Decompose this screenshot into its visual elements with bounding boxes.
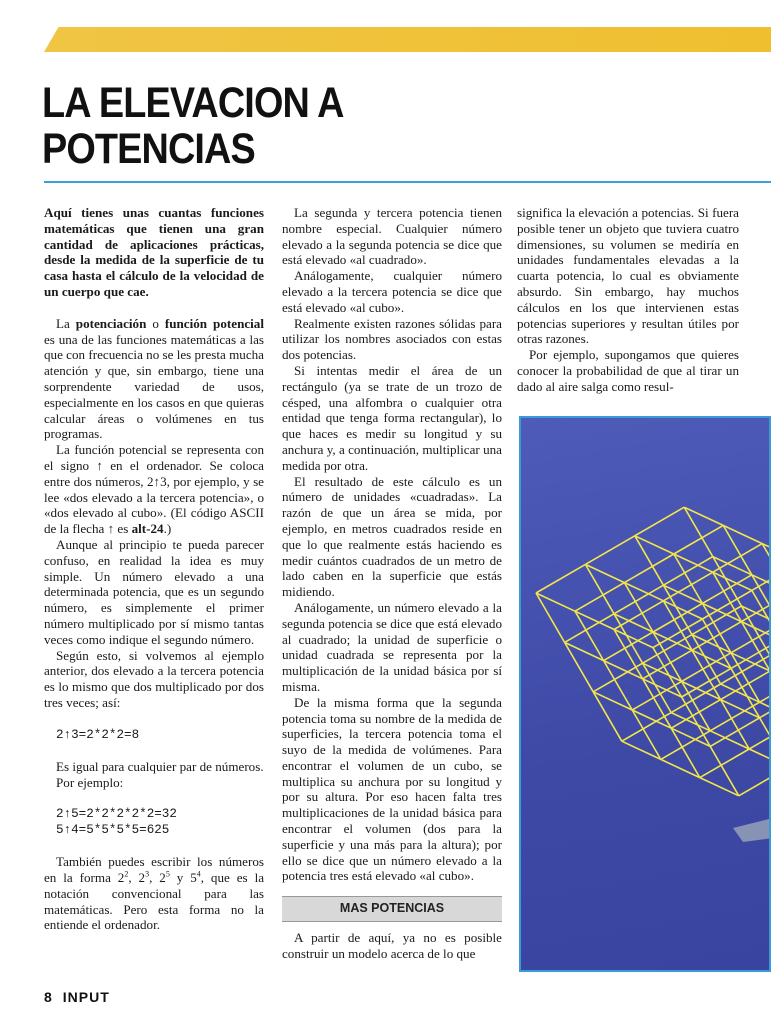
code-example: 2↑3=2*2*2=8 <box>56 727 140 742</box>
code-example: 5↑4=5*5*5*5=625 <box>56 823 170 838</box>
lattice-edge <box>536 564 585 593</box>
paragraph: Realmente existen razones sólidas para utilizar los nombres asociados con estas dos potencias. <box>282 315 502 363</box>
paragraph: La potenciación o función potencial es una de las funciones matemáticas a las que con frecuencia no se les presta mucha atención y que, sin embargo, tiene una sorprendente variedad de usos, especialmente en los casos en que quieras calcular áreas o volúmenes en tus programas. <box>44 315 264 442</box>
paragraph: Por ejemplo, supongamos que quieres conocer la probabilidad de que al tirar un dado al aire salga como resul- <box>517 347 739 394</box>
paragraph: El resultado de este cálculo es un número de unidades «cuadradas». La razón de que un área se mida, por ejemplo, en metros cuadrados reside en que lo que realmente estás haciendo es medir cuántos cuadrados de un metro de lado caben en la superficie que estás midiendo. <box>282 473 502 600</box>
lattice-edge <box>739 767 771 796</box>
wireframe-cube-illustration <box>519 416 771 972</box>
article-title: LA ELEVACION A POTENCIAS <box>42 79 343 173</box>
paragraph: Por ejemplo: <box>56 774 124 790</box>
column-3 <box>517 205 739 395</box>
paragraph: También puedes escribir los números en la forma $2^2$, $2^3$, $2^5$ y $5^4$, que es la notación convencional para las matemáticas. Pero esta forma no la entiende el ordenador. <box>44 854 265 933</box>
paragraph: Análogamente, un número elevado a la segunda potencia se dice que está elevado al cuadrado; la unidad de superficie o unidad cuadrada se representa por la multiplicación de la unidad básica por sí misma. <box>282 599 502 694</box>
magazine-name: INPUT <box>62 989 110 1005</box>
page-number: 8 <box>44 989 53 1005</box>
intro-paragraph: Aquí tienes unas cuantas funciones matemáticas que tienen una gran cantidad de aplicaciones prácticas, desde la medida de la superficie de tu casa hasta el cálculo de la velocidad de un cuerpo que cae. <box>44 205 264 299</box>
wireframe-lattice <box>521 418 771 972</box>
page-footer <box>44 989 120 1005</box>
paragraph: Es igual para cualquier par de números. <box>56 758 264 774</box>
paragraph: Si intentas medir el área de un rectángulo (ya se trate de un trozo de césped, una alfombra o cualquier otra entidad que tenga forma rectangular), lo que haces es medir su longitud y su anchura y, a continuación, multiplicar una medida por otra. <box>282 362 502 473</box>
column-1 <box>44 205 264 933</box>
paragraph: Según esto, si volvemos al ejemplo anterior, dos elevado a la tercera potencia es lo mismo que dos multiplicado por dos tres veces; así: <box>44 647 264 710</box>
paragraph: La función potencial se representa con el signo ↑ en el ordenador. Se coloca entre dos números, 2↑3, por ejemplo, y se lee «dos elevado a la tercera potencia», o «dos elevado al cubo». (El código ASCII de la flecha ↑ es alt-24.) <box>44 442 264 537</box>
column-2 <box>282 205 502 962</box>
paragraph: significa la elevación a potencias. Si fuera posible tener un objeto que tuviera cuatro dimensiones, su volumen se mediría en unidades fundamentales elevadas a la cuarta potencia, lo cual es obviamente absurdo. Sin embargo, hay muchos cálculos en los que intervienen estas potencias superiores y resultan útiles por otras razones. <box>517 205 739 347</box>
paragraph: La segunda y tercera potencia tienen nombre especial. Cualquier número elevado a la segunda potencia se dice que está elevado «al cuadrado». <box>282 205 502 268</box>
lattice-edge <box>635 507 684 536</box>
lattice-edge <box>760 674 771 703</box>
lattice-edge <box>624 554 673 583</box>
lattice-edge <box>762 544 771 593</box>
lattice-edge <box>700 749 749 778</box>
lattice-edge <box>749 749 771 767</box>
decorative-top-bar <box>44 27 771 52</box>
lattice-edge <box>575 583 624 612</box>
paragraph: Aunque al principio te pueda parecer confuso, en realidad la idea es muy simple. Un número elevado a una determinada potencia, que es un segundo número, es simplemente el primer número multiplicado por sí mismo tantas veces como indique el segundo número. <box>44 536 264 647</box>
code-example: 2↑5=2*2*2*2*2=32 <box>56 807 177 822</box>
lattice-edge <box>674 525 723 554</box>
section-subheading: MAS POTENCIAS <box>282 896 502 922</box>
paragraph: Análogamente, cualquier número elevado a la tercera potencia se dice que está elevado «al cubo». <box>282 268 502 315</box>
title-divider <box>44 181 771 183</box>
lattice-edge <box>585 536 634 565</box>
paragraph: De la misma forma que la segunda potencia toma su nombre de la medida de superficies, la tercera potencia toma el suyo de la medida de volúmenes. Para encontrar el volumen de un cubo, se multiplica su anchura por su longitud y por su altura. Por eso hacen falta tres multiplicaciones de la unidad básica para encontrar el volumen (dos para la superficie y una más para la altura); por ello se dice que un número elevado a la potencia tres está elevado «al cubo». <box>282 694 502 884</box>
paragraph: A partir de aquí, ya no es posible construir un modelo acerca de lo que <box>282 930 502 961</box>
lattice-edge <box>749 720 771 749</box>
